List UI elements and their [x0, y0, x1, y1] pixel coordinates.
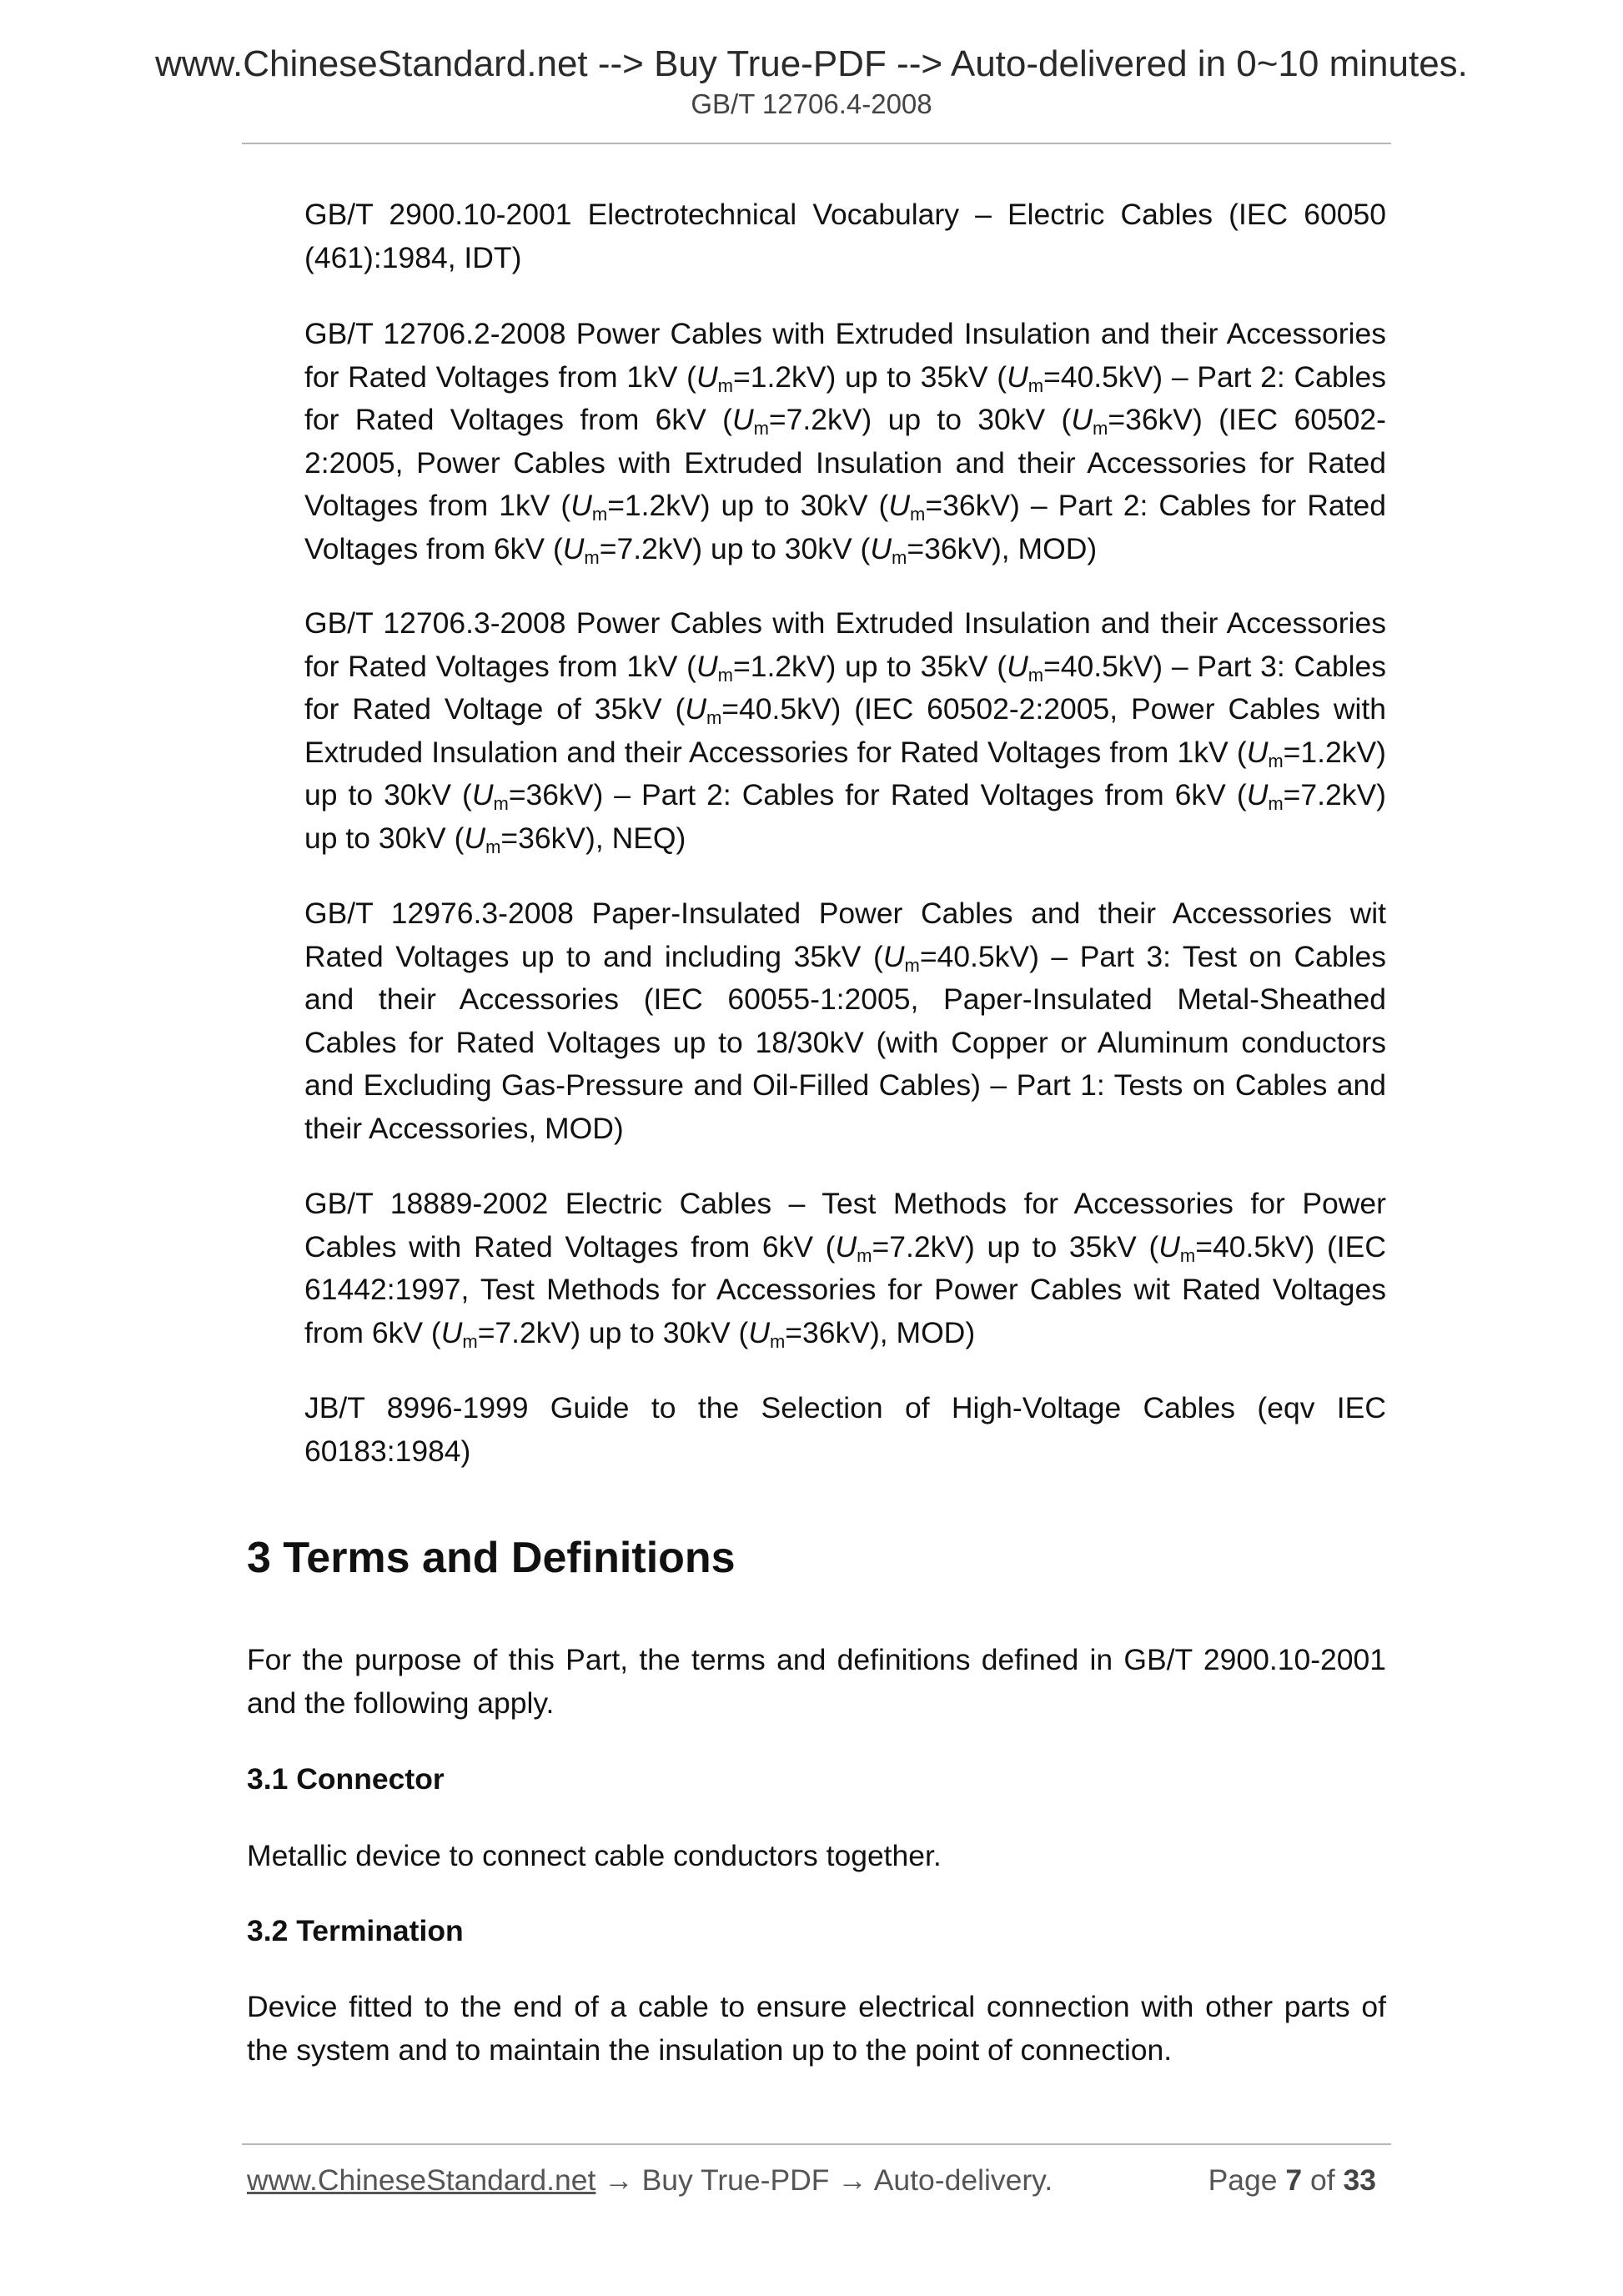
reference-text: =36kV) – Part 2: Cables for Rated Voltages from 6kV ( — [508, 778, 1247, 811]
voltage-symbol: $U_m$ — [1246, 735, 1284, 771]
header-divider — [242, 143, 1391, 144]
reference-text: =1.2kV) up to 35kV ( — [732, 649, 1007, 683]
voltage-symbol: $U_m$ — [1158, 1229, 1196, 1266]
reference-text: =7.2kV) up to 30kV ( — [768, 403, 1072, 436]
reference-text: GB/T 12706.3-2008 Power Cables with Extruded Insulation and their Accessories for Rated Voltages from 1kV ( — [304, 606, 1386, 683]
reference-text: =40.5kV) – Part 3: Cables for Rated Voltage of 35kV ( — [304, 649, 1386, 726]
voltage-symbol: $U_m$ — [685, 692, 722, 728]
reference-text: =1.2kV) up to 30kV ( — [607, 489, 889, 522]
reference-text: =40.5kV) (IEC 61442:1997, Test Methods for Accessories for Power Cables wit Rated Voltages from 6kV ( — [304, 1229, 1386, 1349]
section-intro: For the purpose of this Part, the terms and definitions defined in GB/T 2900.10-2001 and the following apply. — [247, 1643, 1386, 1720]
reference-text: =36kV), MOD) — [907, 531, 1098, 565]
footer-left — [247, 2163, 1053, 2198]
reference-text: =36kV), MOD) — [785, 1315, 976, 1349]
footer-tagline: → Buy True-PDF → Auto-delivery. — [595, 2163, 1053, 2197]
reference-text: =40.5kV) – Part 2: Cables for Rated Voltages from 6kV ( — [304, 359, 1386, 436]
voltage-symbol: $U_m$ — [696, 359, 733, 396]
reference-text: =7.2kV) up to 30kV ( — [599, 531, 871, 565]
reference-entry — [304, 1183, 1386, 1354]
header-doc-id: GB/T 12706.4-2008 — [691, 88, 932, 119]
reference-text: GB/T 12706.2-2008 Power Cables with Extruded Insulation and their Accessories for Rated Voltages from 1kV ( — [304, 317, 1386, 394]
page-current: 7 — [1285, 2163, 1303, 2197]
reference-text: =36kV) (IEC 60502-2:2005, Power Cables with Extruded Insulation and their Accessories for Rated Voltages from 1kV ( — [304, 403, 1386, 522]
voltage-symbol: $U_m$ — [1071, 403, 1108, 439]
reference-text: =1.2kV) up to 30kV ( — [304, 735, 1386, 811]
reference-text: =7.2kV) up to 30kV ( — [304, 778, 1386, 855]
reference-text: GB/T 18889-2002 Electric Cables – Test Methods for Accessories for Power Cables with Rated Voltages from 6kV ( — [304, 1187, 1386, 1264]
reference-text: =7.2kV) up to 35kV ( — [872, 1229, 1159, 1264]
voltage-symbol: $U_m$ — [748, 1315, 786, 1352]
voltage-symbol: $U_m$ — [1007, 649, 1044, 686]
reference-entry — [304, 892, 1386, 1150]
reference-text: =1.2kV) up to 35kV ( — [732, 359, 1007, 394]
voltage-symbol: $U_m$ — [464, 821, 501, 857]
reference-text: JB/T 8996-1999 Guide to the Selection of High-Voltage Cables (eqv IEC 60183:1984) — [304, 1391, 1386, 1468]
voltage-symbol: $U_m$ — [731, 403, 769, 439]
voltage-symbol: $U_m$ — [1007, 359, 1044, 396]
voltage-symbol: $U_m$ — [696, 649, 733, 686]
header-banner: www.ChineseStandard.net --> Buy True-PDF --> Auto-delivered in 0~10 minutes. — [155, 43, 1468, 84]
reference-entry — [304, 313, 1386, 570]
voltage-symbol: $U_m$ — [882, 939, 920, 976]
reference-entry — [304, 1387, 1386, 1473]
section-title: 3 Terms and Definitions — [247, 1534, 736, 1582]
voltage-symbol: $U_m$ — [888, 489, 926, 525]
footer-divider — [242, 2143, 1391, 2145]
voltage-symbol: $U_m$ — [440, 1315, 478, 1352]
voltage-symbol: $U_m$ — [570, 489, 608, 525]
reference-entry — [304, 193, 1386, 279]
reference-text: =40.5kV) (IEC 60502-2:2005, Power Cables with Extruded Insulation and their Accessories for Rated Voltages from 1kV ( — [304, 692, 1386, 769]
reference-text: =40.5kV) – Part 3: Test on Cables and their Accessories (IEC 60055-1:2005, Paper-Insulated Metal-Sheathed Cables for Rated Voltages up to 18/30kV (with Copper or Aluminum conductors and Excluding Gas-Pressure and Oil-Filled Cables) – Part 1: Tests on Cables and their Accessories, MOD) — [304, 939, 1386, 1145]
reference-text: =36kV), NEQ) — [500, 821, 686, 855]
page-total: 33 — [1343, 2163, 1376, 2197]
term-heading-termination: 3.2 Termination — [247, 1914, 464, 1947]
voltage-symbol: $U_m$ — [870, 531, 907, 568]
reference-text: =36kV) – Part 2: Cables for Rated Voltages from 6kV ( — [304, 489, 1386, 565]
reference-text: =7.2kV) up to 30kV ( — [477, 1315, 749, 1349]
voltage-symbol: $U_m$ — [471, 778, 509, 814]
page-number: Page 7 of 33 — [1208, 2163, 1376, 2197]
term-heading-connector: 3.1 Connector — [247, 1762, 445, 1796]
footer-site-link[interactable]: www.ChineseStandard.net — [247, 2163, 596, 2197]
reference-text: GB/T 12976.3-2008 Paper-Insulated Power Cables and their Accessories wit Rated Voltages up to and including 35kV ( — [304, 897, 1386, 973]
term-definition-termination: Device fitted to the end of a cable to ensure electrical connection with other parts of the system and to maintain the insulation up to the point of connection. — [247, 1990, 1386, 2067]
term-definition-connector: Metallic device to connect cable conductors together. — [247, 1839, 942, 1872]
voltage-symbol: $U_m$ — [835, 1229, 872, 1266]
reference-entry — [304, 602, 1386, 860]
voltage-symbol: $U_m$ — [562, 531, 600, 568]
reference-text: GB/T 2900.10-2001 Electrotechnical Vocabulary – Electric Cables (IEC 60050 (461):1984, IDT) — [304, 198, 1386, 274]
voltage-symbol: $U_m$ — [1246, 778, 1284, 814]
